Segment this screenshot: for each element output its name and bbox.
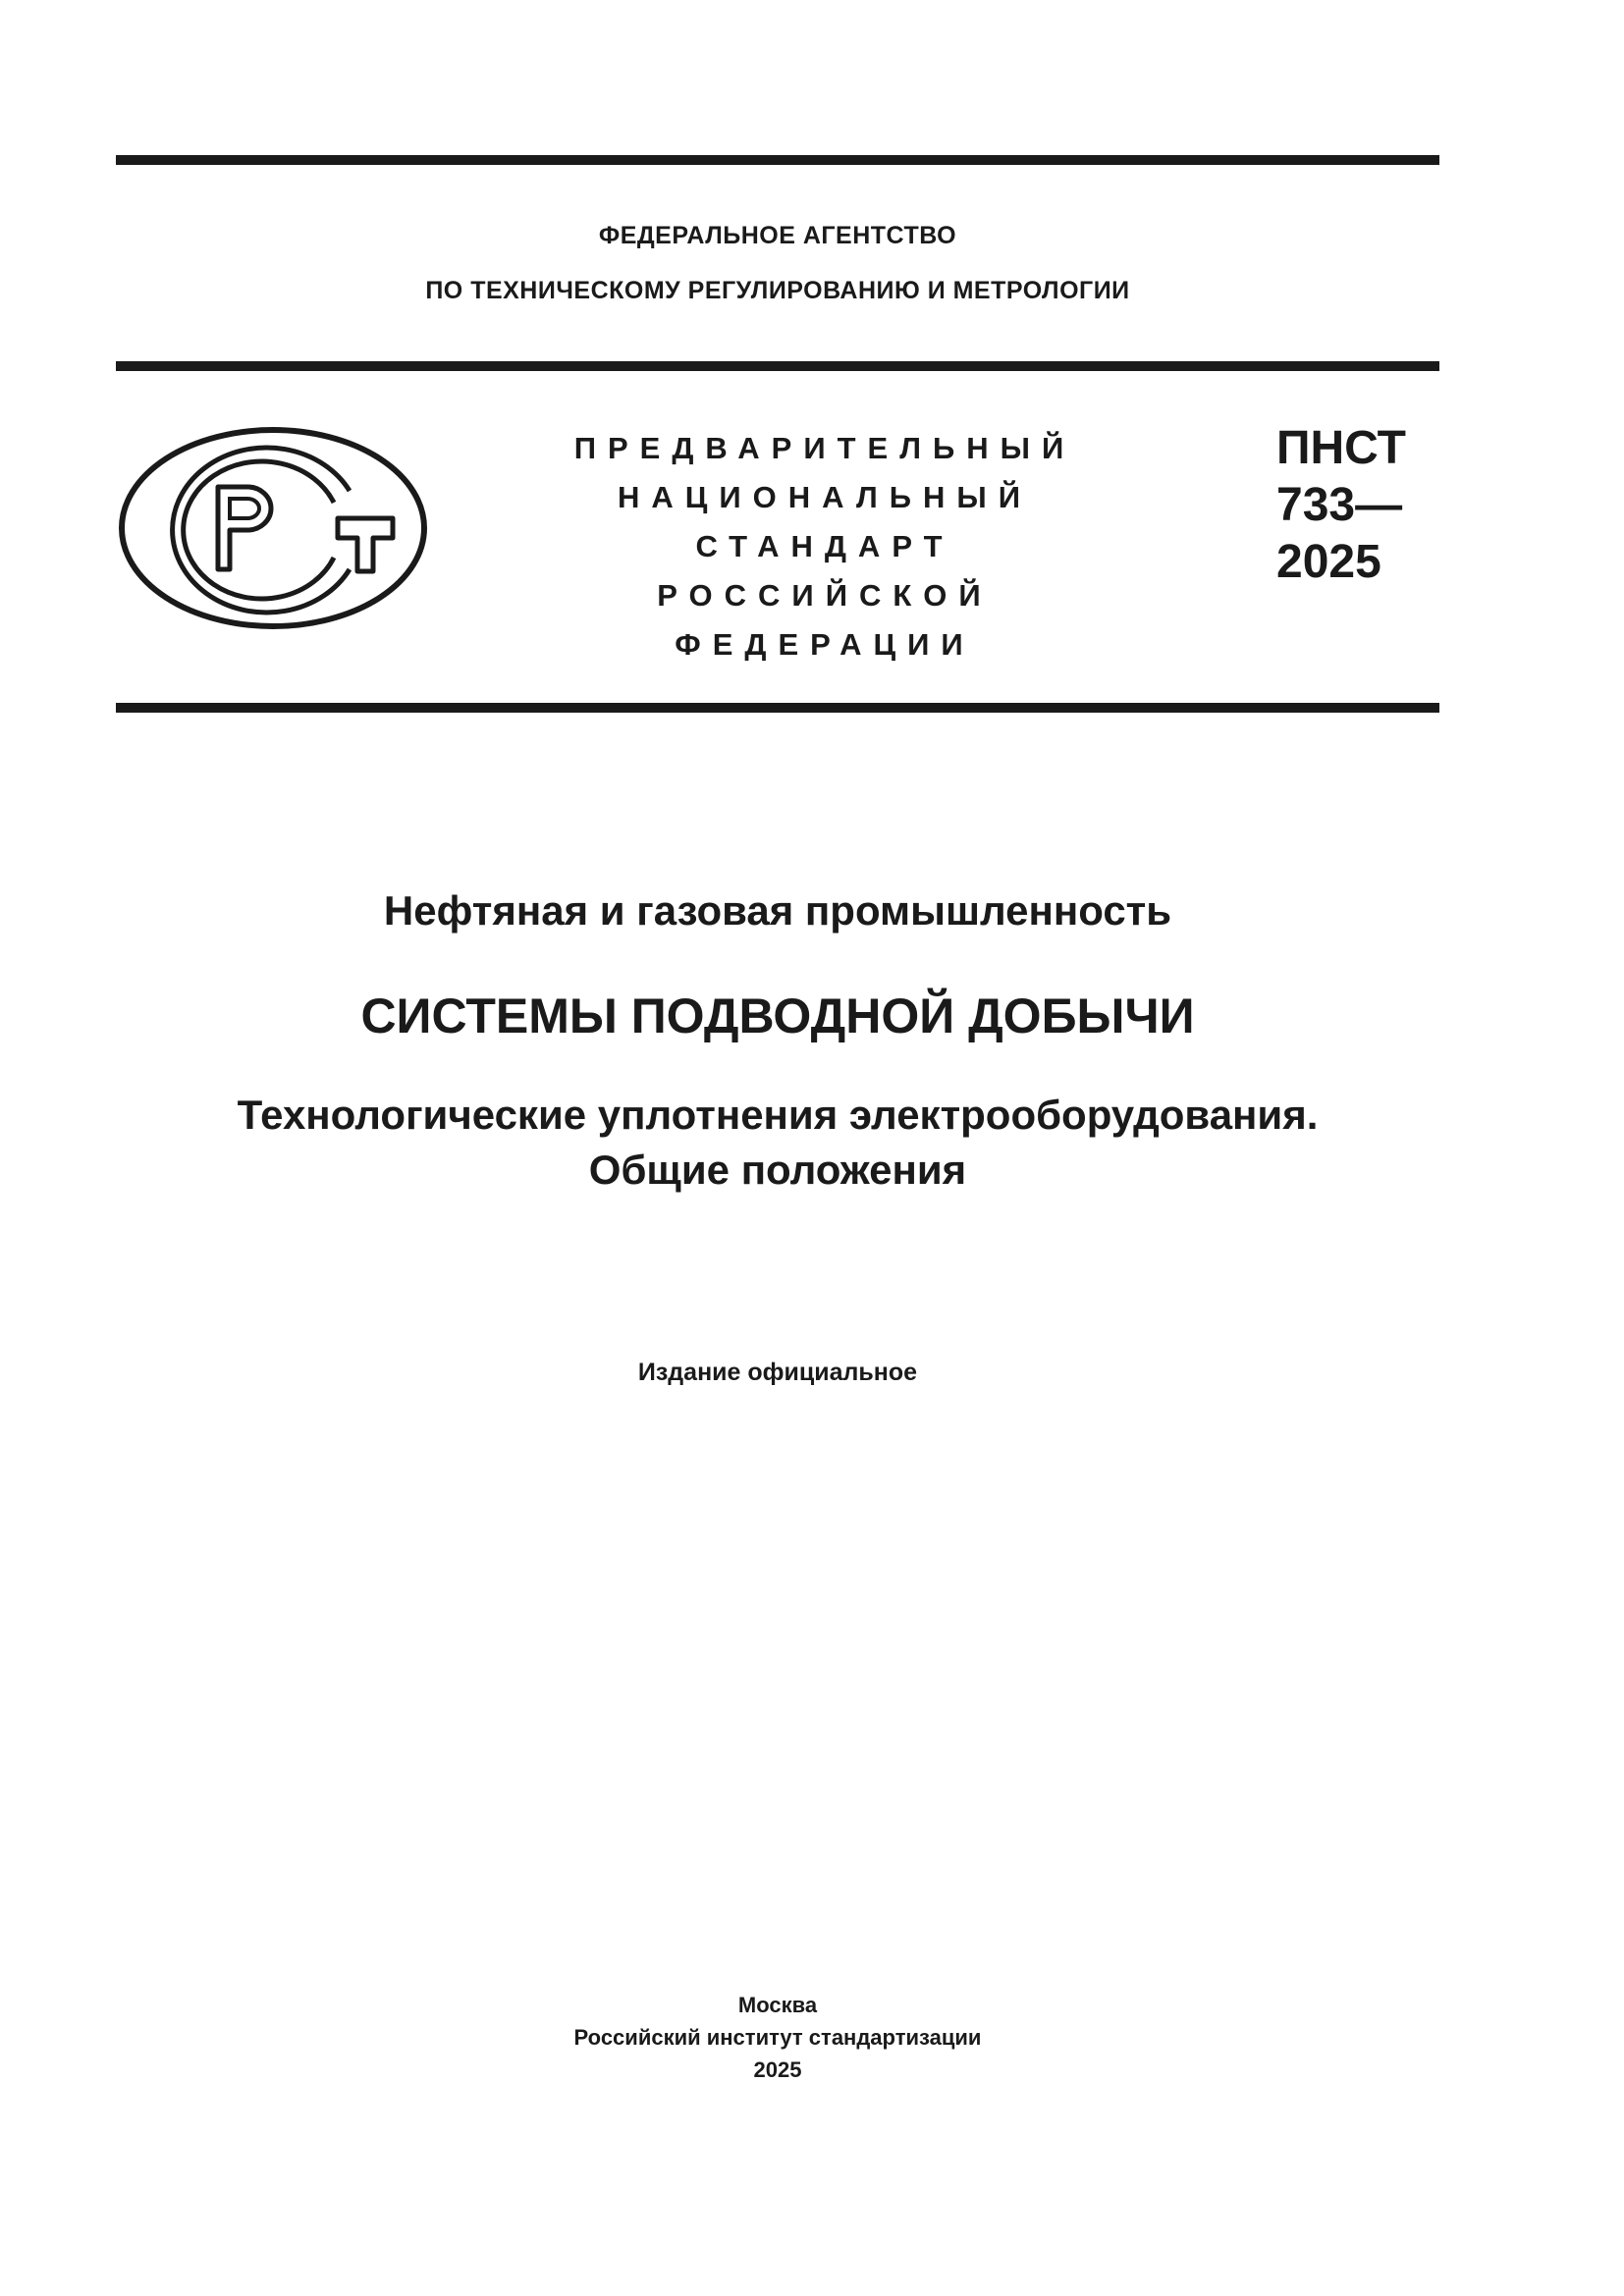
standard-number-prefix: ПНСТ xyxy=(1276,422,1406,474)
industry-title: Нефтяная и газовая промышленность xyxy=(383,887,1172,934)
standard-type-line: ФЕДЕРАЦИИ xyxy=(675,627,975,662)
standard-type-line: НАЦИОНАЛЬНЫЙ xyxy=(617,480,1033,514)
standard-type xyxy=(560,424,1090,669)
imprint-year: 2025 xyxy=(753,2057,802,2082)
gost-r-certification-mark-icon xyxy=(116,424,430,632)
standard-number-year: 2025 xyxy=(1276,536,1381,588)
top-rule xyxy=(116,155,1439,165)
agency-name-line-1: ФЕДЕРАЛЬНОЕ АГЕНТСТВО xyxy=(598,222,957,249)
standard-number-value: 733— xyxy=(1276,479,1403,531)
edition-label: Издание официальное xyxy=(637,1359,918,1386)
masthead-bottom-rule xyxy=(116,703,1439,713)
main-title: СИСТЕМЫ ПОДВОДНОЙ ДОБЫЧИ xyxy=(360,988,1195,1043)
imprint-publisher: Российский институт стандартизации xyxy=(573,2025,982,2050)
standard-type-line: СТАНДАРТ xyxy=(695,529,954,563)
header-rule xyxy=(116,361,1439,371)
subtitle-line-1: Технологические уплотнения электрооборудования. xyxy=(237,1092,1319,1138)
standard-type-line: РОССИЙСКОЙ xyxy=(657,578,993,613)
imprint xyxy=(116,1989,1439,2086)
imprint-city: Москва xyxy=(737,1993,818,2017)
subtitle xyxy=(116,1088,1439,1198)
subtitle-line-2: Общие положения xyxy=(588,1147,967,1193)
standard-type-line: ПРЕДВАРИТЕЛЬНЫЙ xyxy=(573,431,1076,465)
standard-number xyxy=(1276,420,1406,591)
agency-name-line-2: ПО ТЕХНИЧЕСКОМУ РЕГУЛИРОВАНИЮ И МЕТРОЛОГИИ xyxy=(425,277,1130,304)
